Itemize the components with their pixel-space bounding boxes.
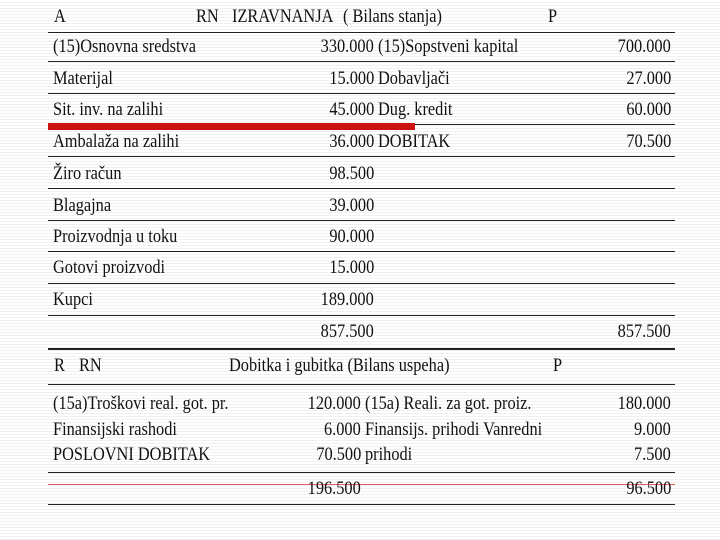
header-title: Dobitka i gubitka (Bilans uspeha)	[229, 355, 450, 376]
revenue-value: 180.000	[617, 393, 671, 414]
asset-label: Blagajna	[53, 195, 112, 216]
asset-label: Sit. inv. na zalihi	[53, 99, 164, 120]
header-p: P	[548, 6, 558, 27]
asset-value: 36.000	[329, 131, 374, 152]
revenue-value: 9.000	[634, 419, 671, 440]
asset-label: Gotovi proizvodi	[53, 257, 166, 278]
asset-value: 39.000	[329, 195, 374, 216]
asset-label: Žiro račun	[53, 163, 122, 184]
asset-label: (15)Osnovna sredstva	[53, 36, 196, 57]
expense-label: Finansijski rashodi	[53, 419, 177, 440]
header-r: R	[54, 355, 65, 376]
asset-value: 15.000	[329, 68, 374, 89]
revenue-total: 96.500	[626, 478, 671, 499]
liability-label: (15)Sopstveni kapital	[378, 36, 519, 57]
row-rule	[48, 251, 675, 252]
revenue-label: Finansijs. prihodi Vanredni	[365, 419, 543, 440]
header-rn: RN	[79, 355, 102, 376]
asset-value: 98.500	[329, 163, 374, 184]
expense-value: 120.000	[307, 393, 361, 414]
row-rule	[48, 472, 675, 473]
bottom-rule	[48, 504, 675, 505]
liability-total: 857.500	[617, 321, 671, 342]
asset-value: 90.000	[329, 226, 374, 247]
section-divider	[48, 348, 675, 350]
header-rule	[48, 32, 675, 33]
asset-label: Ambalaža na zalihi	[53, 131, 180, 152]
liability-label: Dobavljači	[378, 68, 450, 89]
asset-value: 189.000	[320, 289, 374, 310]
asset-label: Kupci	[53, 289, 93, 310]
row-rule	[48, 220, 675, 221]
header-subtitle: ( Bilans stanja)	[343, 6, 442, 27]
asset-label: Proizvodnja u toku	[53, 226, 178, 247]
red-underline	[48, 484, 675, 485]
liability-value: 27.000	[626, 68, 671, 89]
revenue-label: (15a) Reali. za got. proiz.	[365, 393, 532, 414]
expense-label: (15a)Troškovi real. got. pr.	[53, 393, 229, 414]
row-rule	[48, 315, 675, 316]
row-rule	[48, 93, 675, 94]
revenue-label: prihodi	[365, 444, 413, 465]
asset-value: 15.000	[329, 257, 374, 278]
header-rule	[48, 384, 675, 385]
asset-value: 45.000	[329, 99, 374, 120]
row-rule	[48, 156, 675, 157]
liability-value: 60.000	[626, 99, 671, 120]
header-a: A	[54, 6, 66, 27]
asset-value: 330.000	[320, 36, 374, 57]
revenue-value: 7.500	[634, 444, 671, 465]
expense-value: 70.500	[316, 444, 361, 465]
header-rn: RN	[196, 6, 219, 27]
liability-value: 700.000	[617, 36, 671, 57]
asset-label: Materijal	[53, 68, 113, 89]
asset-total: 857.500	[320, 321, 374, 342]
expense-total: 196.500	[307, 478, 361, 499]
header-p: P	[553, 355, 563, 376]
header-izravnanja: IZRAVNANJA	[232, 6, 334, 27]
row-rule	[48, 188, 675, 189]
expense-value: 6.000	[324, 419, 361, 440]
liability-label: Dug. kredit	[378, 99, 453, 120]
row-rule	[48, 283, 675, 284]
liability-label: DOBITAK	[378, 131, 451, 152]
expense-label: POSLOVNI DOBITAK	[53, 444, 211, 465]
row-rule	[48, 61, 675, 62]
liability-value: 70.500	[626, 131, 671, 152]
red-highlight-bar	[48, 123, 415, 130]
